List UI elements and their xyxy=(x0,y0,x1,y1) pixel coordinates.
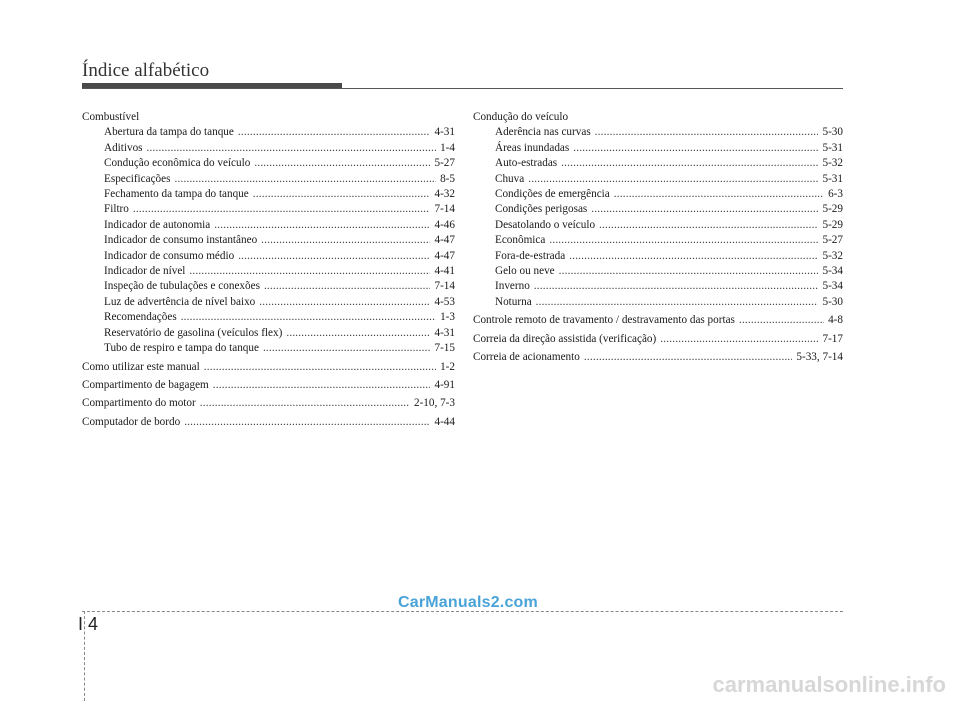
index-entry xyxy=(82,396,455,411)
dot-leader xyxy=(263,341,431,356)
index-entry xyxy=(473,313,843,328)
index-entry-label: Inverno xyxy=(495,280,530,293)
page-number: I 4 xyxy=(78,614,99,634)
index-entry-page: 7-15 xyxy=(434,342,455,355)
index-entry-page: 4-91 xyxy=(434,378,455,391)
index-entry xyxy=(82,249,455,264)
index-entry xyxy=(82,264,455,279)
index-entry-label: Correia de acionamento xyxy=(473,351,580,364)
index-entry-label: Fechamento da tampa do tanque xyxy=(104,188,249,201)
index-entry-label: Computador de bordo xyxy=(82,415,181,428)
index-entry xyxy=(82,202,455,217)
index-entry-page: 8-5 xyxy=(440,172,455,185)
index-entry xyxy=(473,264,843,279)
index-entry xyxy=(473,202,843,217)
index-entry-label: Auto-estradas xyxy=(495,157,558,170)
watermark-carmanualsonline[interactable]: carmanualsonline.info xyxy=(712,672,946,697)
dot-leader xyxy=(561,156,818,171)
dot-leader xyxy=(184,415,430,430)
index-entry-label: Compartimento de bagagem xyxy=(82,378,209,391)
index-entry-page: 4-8 xyxy=(828,314,843,327)
index-entry-label: Controle remoto de travamento / destravamento das portas xyxy=(473,314,735,327)
index-entry-label: Chuva xyxy=(495,172,525,185)
index-entry xyxy=(82,156,455,171)
index-entry-label: Filtro xyxy=(104,203,129,216)
dot-leader xyxy=(264,279,431,294)
index-entry xyxy=(82,295,455,310)
index-entry-page: 7-14 xyxy=(434,203,455,216)
index-entry-page: 5-32 xyxy=(822,157,843,170)
index-entry-label: Especificações xyxy=(104,172,171,185)
index-group-heading: Combustível xyxy=(82,111,140,123)
index-entry-page: 1-3 xyxy=(440,311,455,324)
index-entry-label: Gelo ou neve xyxy=(495,265,555,278)
index-entry-page: 5-34 xyxy=(822,265,843,278)
index-entry-label: Reservatório de gasolina (veículos flex) xyxy=(104,326,283,339)
dot-leader xyxy=(181,310,436,325)
index-entry xyxy=(473,332,843,347)
index-entry xyxy=(473,350,843,365)
index-entry-label: Econômica xyxy=(495,234,546,247)
index-entry xyxy=(82,415,455,430)
index-entry-page: 4-44 xyxy=(434,415,455,428)
index-entry xyxy=(473,187,843,202)
dot-leader xyxy=(599,218,818,233)
index-entry-page: 5-30 xyxy=(822,295,843,308)
dot-leader xyxy=(534,279,819,294)
index-group-heading: Condução do veículo xyxy=(473,111,569,123)
index-entry-page: 5-27 xyxy=(822,234,843,247)
index-entry xyxy=(473,125,843,140)
index-entry-label: Como utilizar este manual xyxy=(82,360,200,373)
dot-leader xyxy=(147,141,437,156)
index-entry xyxy=(473,249,843,264)
index-entry xyxy=(473,172,843,187)
dot-leader xyxy=(536,295,819,310)
index-entry-page: 4-47 xyxy=(434,234,455,247)
index-entry xyxy=(82,141,455,156)
index-entry-page: 4-31 xyxy=(434,326,455,339)
index-entry-page: 5-32 xyxy=(822,249,843,262)
dot-leader xyxy=(253,187,431,202)
index-entry-page: 5-29 xyxy=(822,203,843,216)
dot-leader xyxy=(591,202,818,217)
index-entry xyxy=(82,125,455,140)
index-entry-label: Abertura da tampa do tanque xyxy=(104,126,234,139)
index-entry xyxy=(473,156,843,171)
index-entry xyxy=(473,141,843,156)
index-entry-label: Indicador de nível xyxy=(104,265,186,278)
index-entry-label: Áreas inundadas xyxy=(495,141,570,154)
index-entry xyxy=(473,295,843,310)
index-entry-label: Condições perigosas xyxy=(495,203,588,216)
index-entry-label: Fora-de-estrada xyxy=(495,249,566,262)
index-entry xyxy=(82,341,455,356)
dot-leader xyxy=(614,187,824,202)
index-column-right xyxy=(473,110,843,366)
index-entry xyxy=(473,233,843,248)
index-entry-label: Indicador de autonomia xyxy=(104,218,211,231)
index-entry-page: 5-34 xyxy=(822,280,843,293)
index-entry-page: 5-33, 7-14 xyxy=(796,351,843,364)
dot-leader xyxy=(133,202,431,217)
index-entry-page: 5-30 xyxy=(822,126,843,139)
index-entry-page: 1-4 xyxy=(440,141,455,154)
dot-leader xyxy=(595,125,819,140)
index-entry-page: 7-17 xyxy=(822,332,843,345)
dot-leader xyxy=(214,218,430,233)
index-entry-page: 4-53 xyxy=(434,295,455,308)
index-entry-label: Tubo de respiro e tampa do tanque xyxy=(104,342,259,355)
index-entry xyxy=(82,378,455,393)
index-entry-page: 7-14 xyxy=(434,280,455,293)
index-entry-page: 5-31 xyxy=(822,172,843,185)
index-entry-label: Inspeção de tubulações e conexões xyxy=(104,280,260,293)
index-entry-page: 1-2 xyxy=(440,360,455,373)
index-entry xyxy=(82,172,455,187)
index-entry-page: 4-31 xyxy=(434,126,455,139)
index-entry-page: 5-31 xyxy=(822,141,843,154)
dot-leader xyxy=(200,396,410,411)
dot-leader xyxy=(261,233,430,248)
dot-leader xyxy=(584,350,793,365)
index-entry xyxy=(82,187,455,202)
dot-leader xyxy=(189,264,430,279)
index-entry-page: 5-29 xyxy=(822,218,843,231)
index-entry-page: 4-46 xyxy=(434,218,455,231)
dot-leader xyxy=(238,125,431,140)
index-entry-label: Correia da direção assistida (verificação) xyxy=(473,332,657,345)
dot-leader xyxy=(569,249,818,264)
header-rule-thin xyxy=(82,88,843,89)
index-entry-label: Condução econômica do veículo xyxy=(104,157,251,170)
index-entry-label: Aditivos xyxy=(104,141,143,154)
index-entry-page: 4-47 xyxy=(434,249,455,262)
index-entry-page: 6-3 xyxy=(828,188,843,201)
dot-leader xyxy=(213,378,431,393)
index-entry xyxy=(82,218,455,233)
index-entry-page: 5-27 xyxy=(434,157,455,170)
index-entry-label: Luz de advertência de nível baixo xyxy=(104,295,256,308)
index-column-left xyxy=(82,110,455,430)
index-entry-label: Indicador de consumo instantâneo xyxy=(104,234,258,247)
dot-leader xyxy=(573,141,818,156)
index-entry-label: Compartimento do motor xyxy=(82,397,196,410)
dot-leader xyxy=(259,295,430,310)
index-entry-page: 4-32 xyxy=(434,188,455,201)
dot-leader xyxy=(238,249,430,264)
index-entry-label: Indicador de consumo médio xyxy=(104,249,235,262)
index-entry-label: Aderência nas curvas xyxy=(495,126,591,139)
index-entry xyxy=(82,326,455,341)
dot-leader xyxy=(204,360,436,375)
dot-leader xyxy=(660,332,818,347)
index-entry xyxy=(473,279,843,294)
dot-leader xyxy=(254,156,430,171)
index-entry xyxy=(82,233,455,248)
index-entry-label: Condições de emergência xyxy=(495,188,610,201)
index-entry-label: Desatolando o veículo xyxy=(495,218,596,231)
watermark-carmanuals2[interactable]: CarManuals2.com xyxy=(398,594,538,611)
index-entry xyxy=(82,279,455,294)
index-entry-label: Noturna xyxy=(495,295,532,308)
index-entry xyxy=(82,360,455,375)
index-entry xyxy=(82,310,455,325)
index-entry xyxy=(473,218,843,233)
dot-leader xyxy=(559,264,819,279)
page-title: Índice alfabético xyxy=(82,60,210,81)
dot-leader xyxy=(174,172,436,187)
dot-leader xyxy=(739,313,824,328)
dot-leader xyxy=(549,233,818,248)
dot-leader xyxy=(528,172,818,187)
index-entry-page: 2-10, 7-3 xyxy=(413,397,455,410)
dot-leader xyxy=(286,326,430,341)
index-entry-label: Recomendações xyxy=(104,311,177,324)
index-entry-page: 4-41 xyxy=(434,265,455,278)
